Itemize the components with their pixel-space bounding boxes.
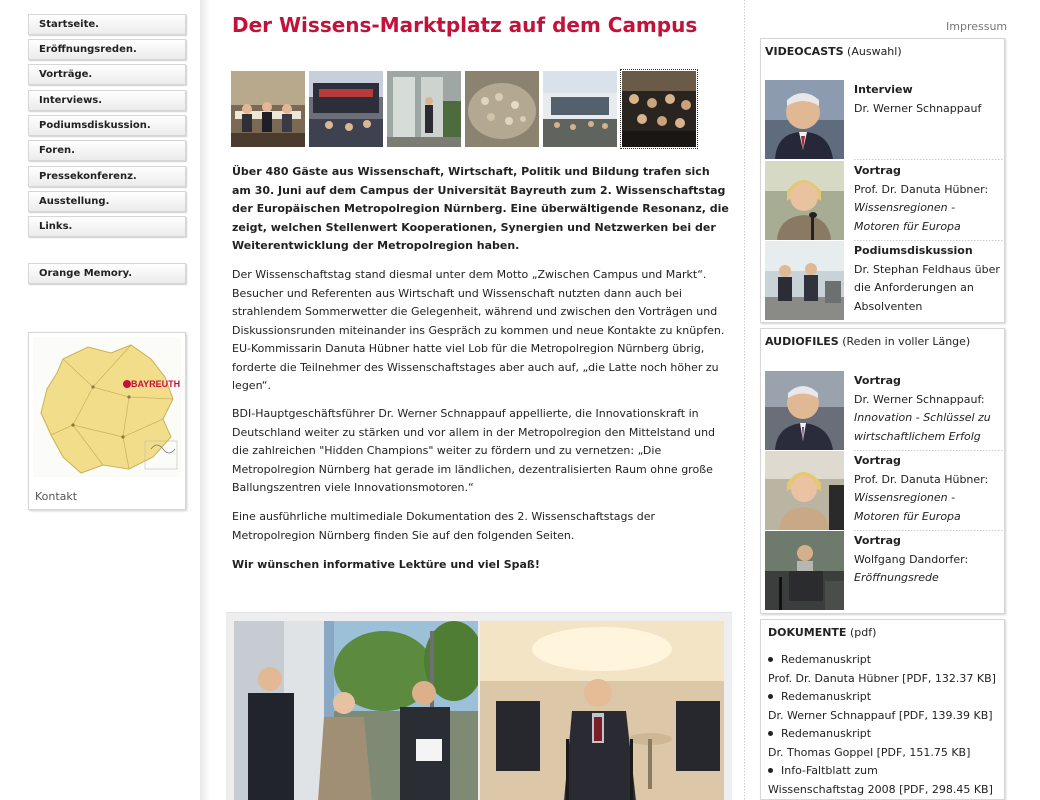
audiofile-item[interactable] bbox=[765, 531, 1003, 611]
audiofile-speaker: Dr. Werner Schnappauf: bbox=[854, 392, 985, 406]
nav-foren[interactable]: Foren. bbox=[28, 140, 186, 161]
audiofile-topic: Wissensregionen - Motoren für Europa bbox=[854, 491, 961, 523]
videocasts-subtitle: (Auswahl) bbox=[847, 45, 902, 58]
document-link[interactable] bbox=[768, 688, 1004, 725]
nav-interviews[interactable]: Interviews. bbox=[28, 90, 186, 111]
nav-links[interactable]: Links. bbox=[28, 216, 186, 237]
closing-line: Wir wünschen informative Lektüre und viel Spaß! bbox=[232, 558, 540, 571]
body-paragraph-motto: Der Wissenschaftstag stand diesmal unter dem Motto „Zwischen Campus und Markt“. Besucher und Referenten aus Wirtschaft und Wissenschaft nutzten dann auch bei strahlendem Sommerwetter die Gelegenheit, während und zwischen den Vorträgen und Diskussionsrunden miteinander ins Gespräch zu kommen und neue Kontakte zu knüpfen. EU-Kommissarin Danuta Hübner hatte viel Lob für die Metropolregion Nürnberg übrig, forderte die Teilnehmer des Wissenschaftstages aber auch auf, „die Latte noch höher zu legen“. bbox=[232, 268, 725, 392]
audiofile-thumbnail[interactable] bbox=[765, 451, 844, 530]
left-column-shadow bbox=[200, 0, 210, 800]
videocast-item[interactable] bbox=[765, 241, 1003, 321]
videocast-thumbnail[interactable] bbox=[765, 241, 844, 320]
bullet-icon bbox=[768, 768, 773, 773]
document-label: Redemanuskript bbox=[781, 653, 872, 666]
nav-vortraege[interactable]: Vorträge. bbox=[28, 64, 186, 85]
photo-panel bbox=[226, 612, 732, 800]
bullet-icon bbox=[768, 694, 773, 699]
document-label: Redemanuskript bbox=[781, 690, 872, 703]
videocasts-box bbox=[760, 38, 1005, 323]
document-detail: Wissenschaftstag 2008 [PDF, 298.45 KB] bbox=[768, 782, 993, 796]
photo-speaker-podium[interactable] bbox=[480, 621, 724, 800]
thumbnail-audience[interactable] bbox=[622, 71, 696, 147]
videocast-item[interactable] bbox=[765, 161, 1003, 241]
impressum-link[interactable]: Impressum bbox=[946, 20, 1008, 33]
thumbnail-building[interactable] bbox=[387, 71, 461, 147]
nav-podiumsdiskussion[interactable]: Podiumsdiskussion. bbox=[28, 115, 186, 136]
document-detail: Prof. Dr. Danuta Hübner [PDF, 132.37 KB] bbox=[768, 671, 996, 685]
thumbnail-campus-hall[interactable] bbox=[543, 71, 617, 147]
main-content bbox=[212, 0, 744, 800]
audiofile-topic: Eröffnungsrede bbox=[854, 571, 939, 584]
videocast-thumbnail[interactable] bbox=[765, 161, 844, 240]
document-label: Info-Faltblatt zum bbox=[781, 764, 878, 777]
documents-subtitle: (pdf) bbox=[849, 626, 877, 639]
audiofiles-box bbox=[760, 328, 1005, 614]
audiofile-thumbnail[interactable] bbox=[765, 371, 844, 450]
nav-orange-memory[interactable]: Orange Memory. bbox=[28, 263, 186, 284]
document-link[interactable] bbox=[768, 725, 1004, 762]
audiofiles-header bbox=[765, 335, 970, 348]
region-map-image[interactable] bbox=[33, 337, 181, 477]
document-detail: Dr. Thomas Goppel [PDF, 151.75 KB] bbox=[768, 745, 971, 759]
nav-pressekonferenz[interactable]: Pressekonferenz. bbox=[28, 166, 186, 187]
videocasts-header bbox=[765, 45, 902, 58]
documents-header bbox=[768, 626, 876, 639]
videocast-kind: Podiumsdiskussion bbox=[854, 244, 973, 257]
audiofile-kind: Vortrag bbox=[854, 534, 901, 547]
videocast-kind: Interview bbox=[854, 83, 913, 96]
videocast-topic: Wissensregionen - Motoren für Europa bbox=[854, 201, 961, 233]
document-label: Redemanuskript bbox=[781, 727, 872, 740]
media-separator bbox=[854, 159, 1004, 160]
map-city-label: BAYREUTH bbox=[131, 379, 181, 389]
thumbnail-tent[interactable] bbox=[309, 71, 383, 147]
audiofile-thumbnail[interactable] bbox=[765, 531, 844, 610]
body-paragraph-documentation: Eine ausführliche multimediale Dokumentation des 2. Wissenschaftstags der Metropolregion Nürnberg finden Sie auf den folgenden Seiten. bbox=[232, 510, 656, 542]
audiofile-speaker: Prof. Dr. Danuta Hübner: bbox=[854, 472, 989, 486]
audiofile-kind: Vortrag bbox=[854, 454, 901, 467]
videocast-thumbnail[interactable] bbox=[765, 80, 844, 159]
page-title: Der Wissens-Marktplatz auf dem Campus bbox=[232, 13, 698, 37]
documents-box bbox=[760, 619, 1005, 800]
thumbnail-table[interactable] bbox=[465, 71, 539, 147]
audiofiles-subtitle: (Reden in voller Länge) bbox=[842, 335, 971, 348]
audiofiles-title: AUDIOFILES bbox=[765, 335, 839, 348]
body-paragraph-schnappauf: BDI-Hauptgeschäftsführer Dr. Werner Schnappauf appellierte, die Innovationskraft in Deutschland weiter zu stärken und vor allem in der Metropolregion den Mittelstand und die zahlreichen "Hidden Champions" weiter zu fördern und zu vernetzen: „Die Metropolregion Nürnberg hat gerade im ländlichen, dezentralisierten Raum ohne große Ballungszentren viele Innovationsmotoren.“ bbox=[232, 407, 716, 494]
intro-paragraph: Über 480 Gäste aus Wissenschaft, Wirtschaft, Politik und Bildung trafen sich am 30. Juni auf dem Campus der Universität Bayreuth zum 2. Wissenschaftstag der Europäischen Metropolregion Nürnberg. Eine überwältigende Resonanz, die zeigt, welchen Stellenwert Kooperationen, Synergien und Netzwerken bei der Weiterentwicklung der Metropolregion haben. bbox=[232, 165, 729, 252]
thumbnail-podium[interactable] bbox=[231, 71, 305, 147]
documents-title: DOKUMENTE bbox=[768, 626, 847, 639]
nav-startseite[interactable]: Startseite. bbox=[28, 14, 186, 35]
videocast-speaker: Prof. Dr. Danuta Hübner: bbox=[854, 182, 989, 196]
main-column-divider bbox=[744, 0, 745, 800]
left-sidebar bbox=[0, 0, 207, 800]
videocasts-title: VIDEOCASTS bbox=[765, 45, 844, 58]
region-map-box[interactable] bbox=[28, 332, 186, 510]
videocast-speaker: Dr. Werner Schnappauf bbox=[854, 101, 982, 115]
document-detail: Dr. Werner Schnappauf [PDF, 139.39 KB] bbox=[768, 708, 993, 722]
videocast-item[interactable] bbox=[765, 80, 1003, 160]
videocast-kind: Vortrag bbox=[854, 164, 901, 177]
audiofile-topic: Innovation - Schlüssel zu wirtschaftlichem Erfolg bbox=[854, 411, 991, 443]
bullet-icon bbox=[768, 731, 773, 736]
document-link[interactable] bbox=[768, 762, 1004, 799]
photo-outdoor-guests[interactable] bbox=[234, 621, 478, 800]
nav-eroeffnungsreden[interactable]: Eröffnungsreden. bbox=[28, 39, 186, 60]
contact-link[interactable]: Kontakt bbox=[35, 490, 78, 503]
audiofile-speaker: Wolfgang Dandorfer: bbox=[854, 552, 969, 566]
audiofile-kind: Vortrag bbox=[854, 374, 901, 387]
document-link[interactable] bbox=[768, 651, 1004, 688]
audiofile-item[interactable] bbox=[765, 371, 1003, 451]
nav-ausstellung[interactable]: Ausstellung. bbox=[28, 191, 186, 212]
videocast-speaker: Dr. Stephan Feldhaus über die Anforderungen an Absolventen bbox=[854, 262, 1000, 313]
audiofile-item[interactable] bbox=[765, 451, 1003, 531]
bullet-icon bbox=[768, 657, 773, 662]
